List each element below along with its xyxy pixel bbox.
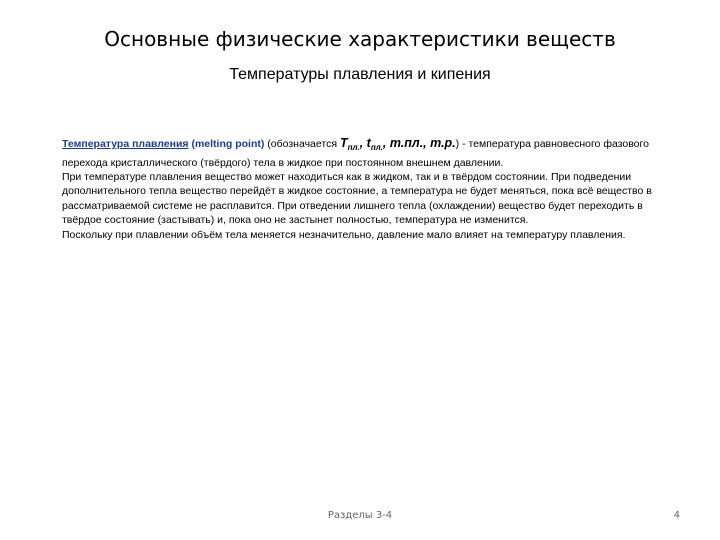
paragraph-2: Поскольку при плавлении объём тела меняется незначительно, давление мало влияет на температуру плавления. [62,228,626,241]
symbol-abbrev: т.пл., т.р. [389,136,456,150]
definition-paragraph: Температура плавления (melting point) (обозначается $T_{пл.}$, $t_{пл.}$, т.пл., т.р.) - температура равновесного фазового перехода кристаллического (твёрдого) тела в жидкое при постоянном внешнем давлении. [62,136,649,169]
symbol-T-sub: пл. [347,143,360,153]
symbol-t: t [366,136,371,150]
slide-title: Основные физические характеристики веществ [104,27,616,51]
definition-rest: равновесного фазового перехода кристаллического (твёрдого) тела в жидкое при постоянном внешнем давлении. [62,138,649,169]
symbol-t-sub: пл. [370,143,383,153]
denoted-prefix: (обозначается [267,138,338,150]
english-term: (melting point) [191,138,265,150]
body-text [62,136,652,242]
page-number: 4 [673,510,680,521]
term-link[interactable]: Температура плавления [62,138,189,150]
symbol-T: T [339,136,348,150]
footer-section-label: Разделы 3-4 [327,510,393,521]
definition-suffix: ) - температура [455,138,531,150]
slide-subtitle: Температуры плавления и кипения [229,66,491,83]
paragraph-1: При температуре плавления вещество может находиться как в жидком, так и в твёрдом состоянии. При подведении дополнительного тепла вещество перейдёт в жидкое состояние, а температура не будет меняться, пока всё вещество в рассматриваемой системе не расплавится. При отведении лишнего тепла (охлаждении) вещество будет переходить в твёрдое состояние (застывать) и, пока оно не застынет полностью, температура не изменится. [62,170,652,227]
